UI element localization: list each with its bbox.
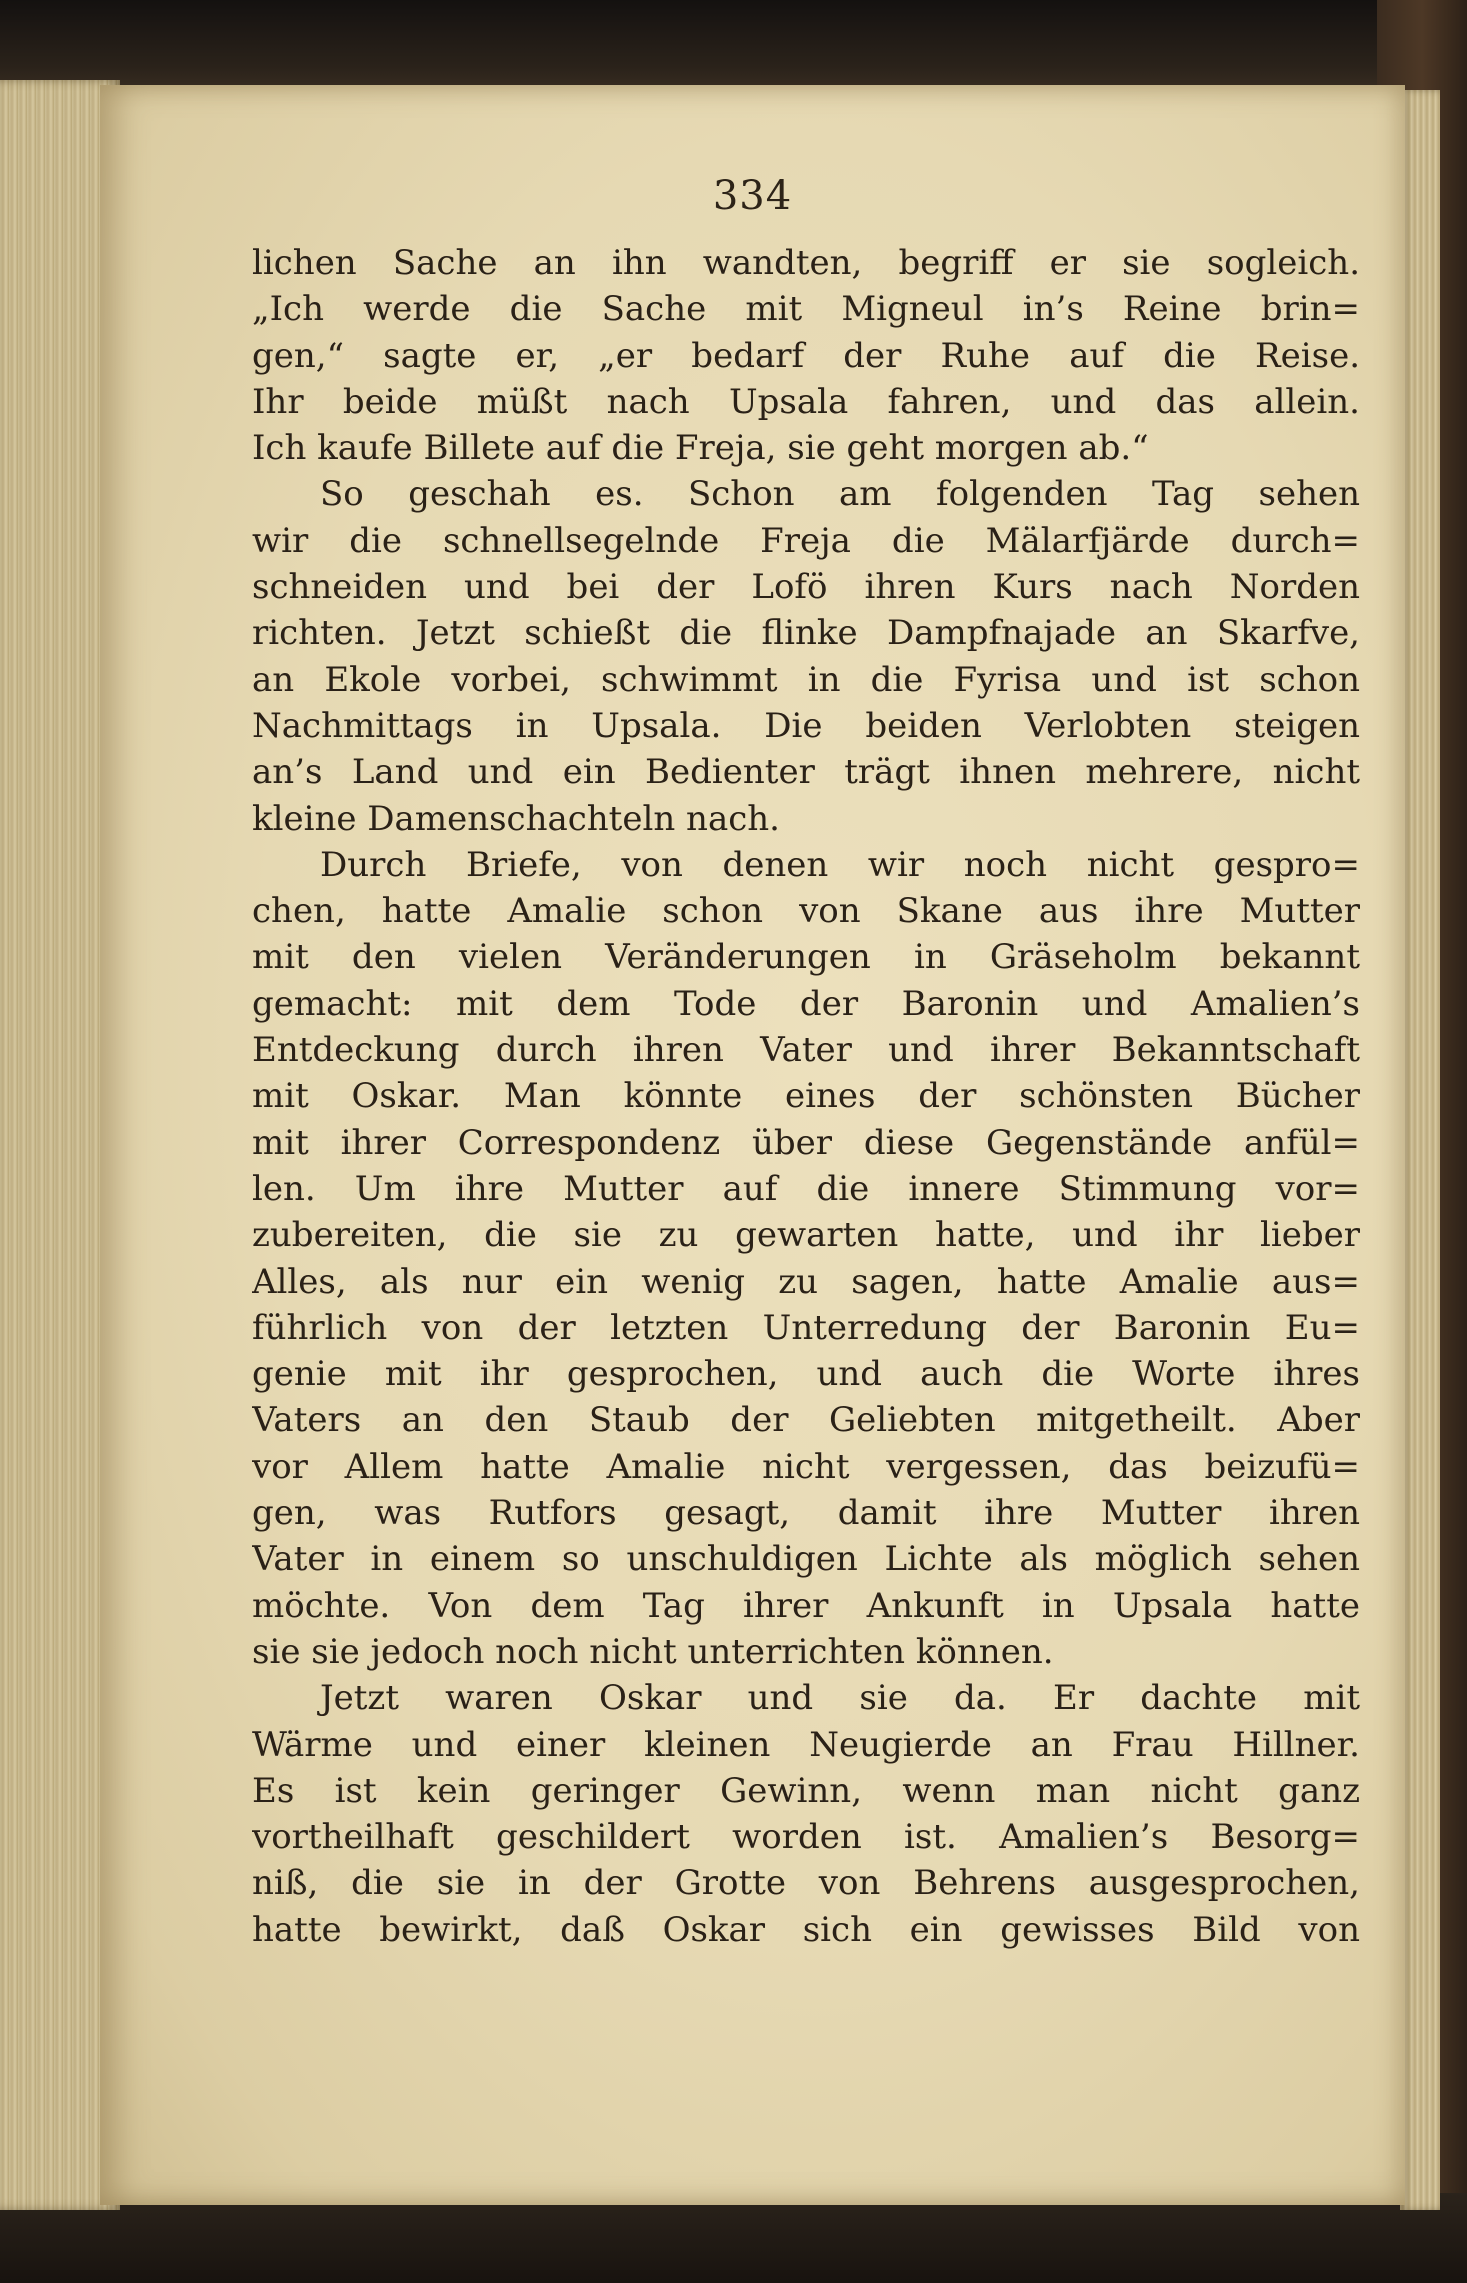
page-number: 334 — [712, 173, 793, 219]
text-line: Entdeckung durch ihren Vater und ihrer Bekanntschaft — [252, 1030, 1360, 1071]
text-line: mit den vielen Veränderungen in Gräseholm bekannt — [252, 937, 1360, 978]
text-line: So geschah es. Schon am folgenden Tag sehen — [320, 474, 1360, 515]
text-line: richten. Jetzt schießt die flinke Dampfnajade an Skarfve, — [252, 613, 1360, 654]
text-line: mit ihrer Correspondenz über diese Gegenstände anfül= — [252, 1122, 1360, 1163]
book-cover-top — [0, 0, 1467, 95]
page-text — [252, 240, 1360, 1953]
text-line: zubereiten, die sie zu gewarten hatte, und ihr lieber — [252, 1215, 1360, 1256]
text-line: vortheilhaft geschildert worden ist. Amalien’s Besorg= — [252, 1817, 1360, 1858]
text-line: Ihr beide müßt nach Upsala fahren, und das allein. — [252, 381, 1360, 422]
page-edges-right — [1400, 90, 1440, 2210]
text-line: wir die schnellsegelnde Freja die Mälarfjärde durch= — [252, 520, 1360, 561]
text-line: gen,“ sagte er, „er bedarf der Ruhe auf die Reise. — [252, 335, 1360, 376]
text-line: lichen Sache an ihn wandten, begriff er sie sogleich. — [252, 243, 1360, 283]
text-line: mit Oskar. Man könnte eines der schönsten Bücher — [252, 1076, 1360, 1117]
text-line: Es ist kein geringer Gewinn, wenn man nicht ganz — [252, 1770, 1360, 1811]
text-line: Ich kaufe Billete auf die Freja, sie geht morgen ab.“ — [252, 428, 1149, 469]
text-line: Vater in einem so unschuldigen Lichte als möglich sehen — [252, 1539, 1360, 1580]
text-line: len. Um ihre Mutter auf die innere Stimmung vor= — [252, 1168, 1360, 1209]
text-line: Vaters an den Staub der Geliebten mitgetheilt. Aber — [252, 1400, 1360, 1441]
text-line: kleine Damenschachteln nach. — [252, 798, 780, 839]
text-line: Nachmittags in Upsala. Die beiden Verlobten steigen — [252, 705, 1360, 746]
text-line: Durch Briefe, von denen wir noch nicht gespro= — [320, 844, 1360, 885]
text-line: Alles, als nur ein wenig zu sagen, hatte Amalie aus= — [252, 1261, 1360, 1302]
text-line: Wärme und einer kleinen Neugierde an Frau Hillner. — [252, 1724, 1360, 1765]
text-line: „Ich werde die Sache mit Migneul in’s Reine brin= — [252, 289, 1360, 330]
book-page — [100, 85, 1405, 2205]
text-line: vor Allem hatte Amalie nicht vergessen, das beizufü= — [252, 1446, 1360, 1487]
book-cover-bottom — [0, 2193, 1467, 2283]
text-line: gemacht: mit dem Tode der Baronin und Amalien’s — [252, 983, 1360, 1024]
text-line: an’s Land und ein Bedienter trägt ihnen mehrere, nicht — [252, 752, 1360, 793]
text-line: hatte bewirkt, daß Oskar sich ein gewisses Bild von — [252, 1909, 1360, 1950]
text-line: an Ekole vorbei, schwimmt in die Fyrisa und ist schon — [252, 659, 1360, 700]
text-line: schneiden und bei der Lofö ihren Kurs nach Norden — [252, 567, 1360, 608]
text-line: gen, was Rutfors gesagt, damit ihre Mutter ihren — [252, 1493, 1360, 1534]
text-line: chen, hatte Amalie schon von Skane aus ihre Mutter — [252, 891, 1360, 932]
text-line: führlich von der letzten Unterredung der Baronin Eu= — [252, 1307, 1360, 1348]
text-line: sie sie jedoch noch nicht unterrichten können. — [252, 1631, 1054, 1672]
text-line: genie mit ihr gesprochen, und auch die Worte ihres — [252, 1354, 1360, 1395]
text-line: niß, die sie in der Grotte von Behrens ausgesprochen, — [252, 1863, 1360, 1904]
text-line: Jetzt waren Oskar und sie da. Er dachte mit — [320, 1678, 1360, 1719]
text-line: möchte. Von dem Tag ihrer Ankunft in Upsala hatte — [252, 1585, 1360, 1626]
